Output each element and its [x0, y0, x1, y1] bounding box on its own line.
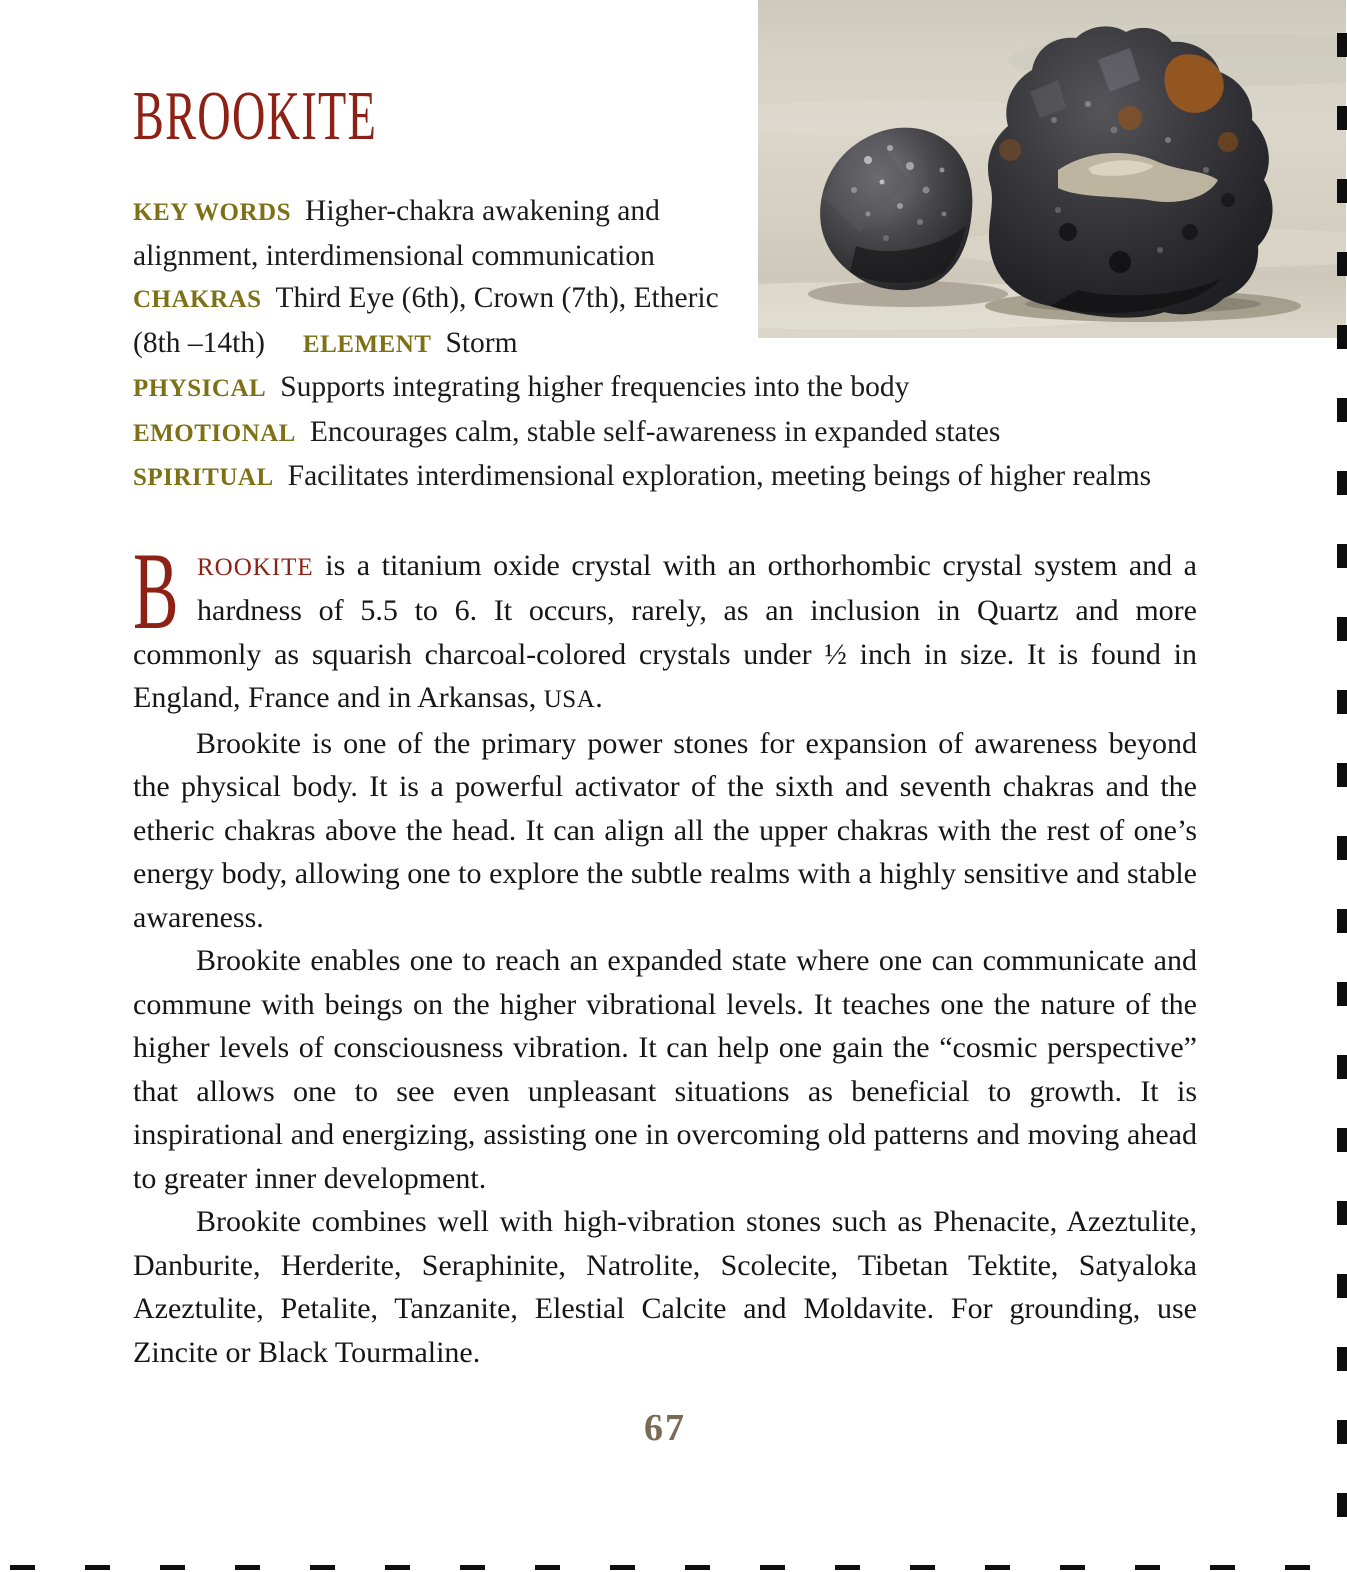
paragraph-4: Brookite combines well with high-vibration stones such as Phenacite, Azeztulite, Danburite, Herderite, Seraphinite, Natrolite, Scolecite, Tibetan Tektite, Satyaloka Azeztulite, Petalite, Tanzanite, Elestial Calcite and Moldavite. For grounding, use Zincite or Black Tourmaline. — [133, 1205, 1197, 1369]
physical-label: PHYSICAL — [133, 375, 267, 402]
keywords-text: Higher-chakra awakening and alignment, interdimensional communication — [133, 195, 660, 272]
paragraph-2: Brookite is one of the primary power stones for expansion of awareness beyond the physical body. It is a powerful activator of the sixth and seventh chakras and the etheric chakras above the head. It can align all the upper chakras with the rest of one’s energy body, allowing one to explore the subtle realms with a highly sensitive and stable awareness. — [133, 726, 1197, 934]
keywords-label: KEY WORDS — [133, 199, 292, 226]
page-title: BROOKITE — [133, 78, 378, 155]
spiritual-label: SPIRITUAL — [133, 464, 274, 491]
emotional-label: EMOTIONAL — [133, 419, 296, 447]
element-text: Storm — [445, 326, 518, 359]
bottom-edge-crop-marks — [0, 1565, 1347, 1570]
paragraph-3: Brookite enables one to reach an expanded state where one can communicate and commune with beings on the higher vibrational levels. It teaches one the nature of the higher levels of consciousness vibration. It can help one gain the “cosmic perspective” that allows one to see even unpleasant situations as beneficial to growth. It is inspirational and energizing, assisting one in overcoming old patterns and moving ahead to greater inner development. — [133, 944, 1197, 1195]
prop-row-spiritual — [133, 455, 1197, 500]
chakras-text: Third Eye (6th), Crown (7th), Etheric (8th –14th) — [133, 282, 719, 359]
drop-cap: B — [133, 529, 179, 652]
prop-row-physical — [133, 366, 1197, 411]
paragraph-1-period: . — [595, 681, 603, 714]
physical-text: Supports integrating higher frequencies into the body — [280, 371, 910, 403]
text-column — [0, 78, 1347, 1450]
element-label: ELEMENT — [302, 330, 432, 358]
usa-smallcaps: USA — [543, 686, 596, 713]
properties-block — [133, 190, 1197, 500]
chakras-label: CHAKRAS — [133, 286, 262, 313]
spiritual-text: Facilitates interdimensional exploration, meeting beings of higher realms — [287, 460, 1152, 492]
right-edge-crop-marks — [1337, 0, 1347, 1562]
page-number: 67 — [644, 1407, 686, 1449]
paragraph-1 — [133, 529, 1197, 722]
lead-smallcaps: ROOKITE — [197, 553, 314, 581]
prop-row-emotional — [133, 411, 1197, 456]
emotional-text: Encourages calm, stable self-awareness in expanded states — [309, 415, 1001, 448]
body-text — [133, 529, 1197, 1375]
paragraph-1-text: is a titanium oxide crystal with an orthorhombic crystal system and a hardness of 5.5 to 6. It occurs, rarely, as an inclusion in Quartz and more commonly as squarish charcoal-colored crystals under ½ inch in size. It is found in England, France and in Arkansas, — [133, 548, 1197, 714]
photo-wrap-spacer — [757, 190, 1197, 336]
